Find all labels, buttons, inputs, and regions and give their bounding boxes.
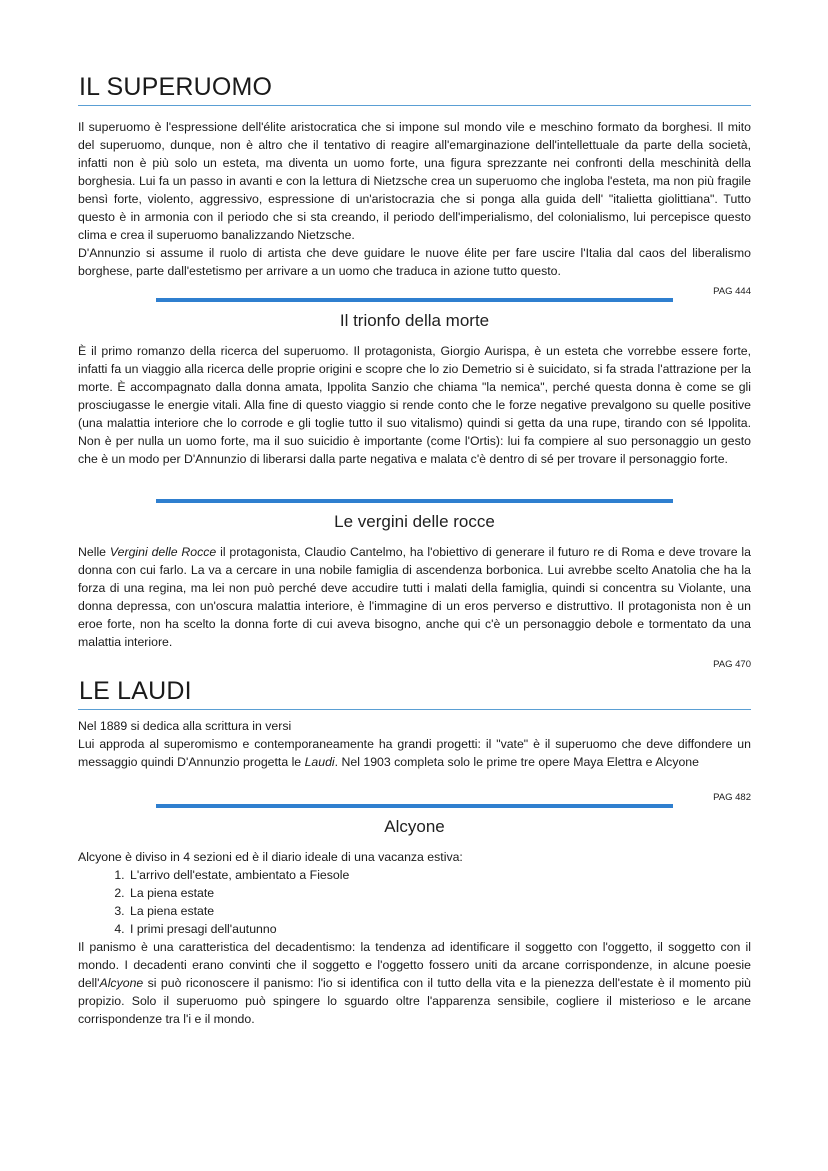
list-item: 3. La piena estate xyxy=(128,902,751,920)
laudi-title-italic: Laudi xyxy=(304,755,335,769)
section-divider-trionfo xyxy=(156,298,673,302)
laudi-paragraph: Lui approda al superomismo e contemporaneamente ha grandi progetti: il "vate" è il superuomo che deve diffondere un messaggio quindi D'Annunzio progetta le Laudi. Nel 1903 completa solo le prime tre opere Maya Elettra e Alcyone xyxy=(78,737,751,769)
vergini-heading: Le vergini delle rocce xyxy=(334,512,495,531)
section-divider-vergini xyxy=(156,499,673,503)
list-item: 4. I primi presagi dell'autunno xyxy=(128,920,751,938)
vergini-title-italic: Vergini delle Rocce xyxy=(109,545,217,559)
alcyone-section xyxy=(78,848,751,1028)
laudi-line-1: Nel 1889 si dedica alla scrittura in versi xyxy=(78,719,292,733)
superuomo-heading: IL SUPERUOMO xyxy=(78,72,751,106)
alcyone-intro: Alcyone è diviso in 4 sezioni ed è il diario ideale di una vacanza estiva: xyxy=(78,850,463,864)
vergini-paragraph: Nelle Vergini delle Rocce il protagonista, Claudio Cantelmo, ha l'obiettivo di generare il futuro re di Roma e deve trovare la donna con cui farlo. La va a cercare in una nobile famiglia di ascendenza borbonica. Lui avrebbe scelto Anatolia che ha la forza di una regina, ma lei non può perché deve accudire tutti i malati della famiglia, quindi si concentra su Violante, una donna depressa, con un'oscura malattia interiore, è l'immagine di un eros perverso e distruttivo. Il protagonista non è un eroe forte, non ha scelto la donna forte di cui aveva bisogno, anche qui c'è un personaggio debole e tormentato da una malattia interiore. xyxy=(78,545,751,649)
laudi-heading: LE LAUDI xyxy=(78,676,751,710)
page-ref-444: PAG 444 xyxy=(713,286,751,297)
page-ref-470: PAG 470 xyxy=(713,659,751,670)
alcyone-title-italic: Alcyone xyxy=(99,976,144,990)
superuomo-paragraph-2: D'Annunzio si assume il ruolo di artista che deve guidare le nuove élite per fare uscire l'Italia dal caos del liberalismo borghese, parte dall'estetismo per arrivare a un uomo che traduca in azione tutto questo. xyxy=(78,246,751,278)
page-ref-482: PAG 482 xyxy=(713,792,751,803)
section-divider-alcyone xyxy=(156,804,673,808)
alcyone-heading: Alcyone xyxy=(384,817,445,836)
list-item: 2. La piena estate xyxy=(128,884,751,902)
superuomo-section xyxy=(78,72,751,280)
laudi-section xyxy=(78,676,751,771)
alcyone-sections-list xyxy=(78,866,751,938)
trionfo-paragraph: È il primo romanzo della ricerca del superuomo. Il protagonista, Giorgio Aurispa, è un esteta che vorrebbe essere forte, infatti fa un viaggio alla ricerca delle proprie origini e scopre che lo zio Demetrio si è suicidato, si fa strada l'attrazione per la morte. È accompagnato dalla donna amata, Ippolita Sanzio che chiama "la nemica", perché questa donna è come se gli prosciugasse le energie vitali. Alla fine di questo viaggio si rende conto che le forze negative prevalgono su quelle positive (una malattia interiore che lo corrode e gli toglie tutto il suo vitalismo) quindi si getta da una rupe, tirando con sé Ippolita. Non è per nulla un uomo forte, ma il suo suicidio è importante (come l'Ortis): lui fa compiere al suo personaggio un gesto che è un modo per D'Annunzio di liberarsi dalla parte negativa e malata c'è dentro di sé per trovare il personaggio forte. xyxy=(78,344,751,466)
superuomo-paragraph-1: Il superuomo è l'espressione dell'élite aristocratica che si impone sul mondo vile e meschino formato da borghesi. Il mito del superuomo, dunque, non è altro che il tentativo di reagire all'emarginazione dell'intellettuale da parte della società, infatti non è più solo un esteta, ma diventa un uomo forte, una figura sprezzante nei confronti della meschinità della borghesia. Lui fa un passo in avanti e con la lettura di Nietzsche crea un superuomo che ingloba l'esteta, ma non più fragile bensì forte, violento, aggressivo, espressione di un'aristocrazia che si ponga alla guida dell' "italietta giolittiana". Tutto questo è in armonia con il periodo che si sta creando, il periodo dell'imperialismo, del colonialismo, lui percepisce questo clima e crea il superuomo banalizzando Nietzsche. xyxy=(78,120,751,242)
list-item: 1. L'arrivo dell'estate, ambientato a Fiesole xyxy=(128,866,751,884)
trionfo-heading: Il trionfo della morte xyxy=(339,311,490,330)
alcyone-paragraph: Il panismo è una caratteristica del decadentismo: la tendenza ad identificare il soggetto con l'oggetto, il soggetto con il mondo. I decadenti erano convinti che il soggetto e l'oggetto fossero uniti da arcane corrispondenze, in alcune poesie dell'Alcyone si può riconoscere il panismo: l'io si identifica con il tutto della vita e la pienezza dell'estate è il momento più propizio. Solo il superuomo può spingere lo sguardo oltre l'apparenza sensibile, cogliere il misterioso e le arcane corrispondenze tra l'i e il mondo. xyxy=(78,940,751,1026)
